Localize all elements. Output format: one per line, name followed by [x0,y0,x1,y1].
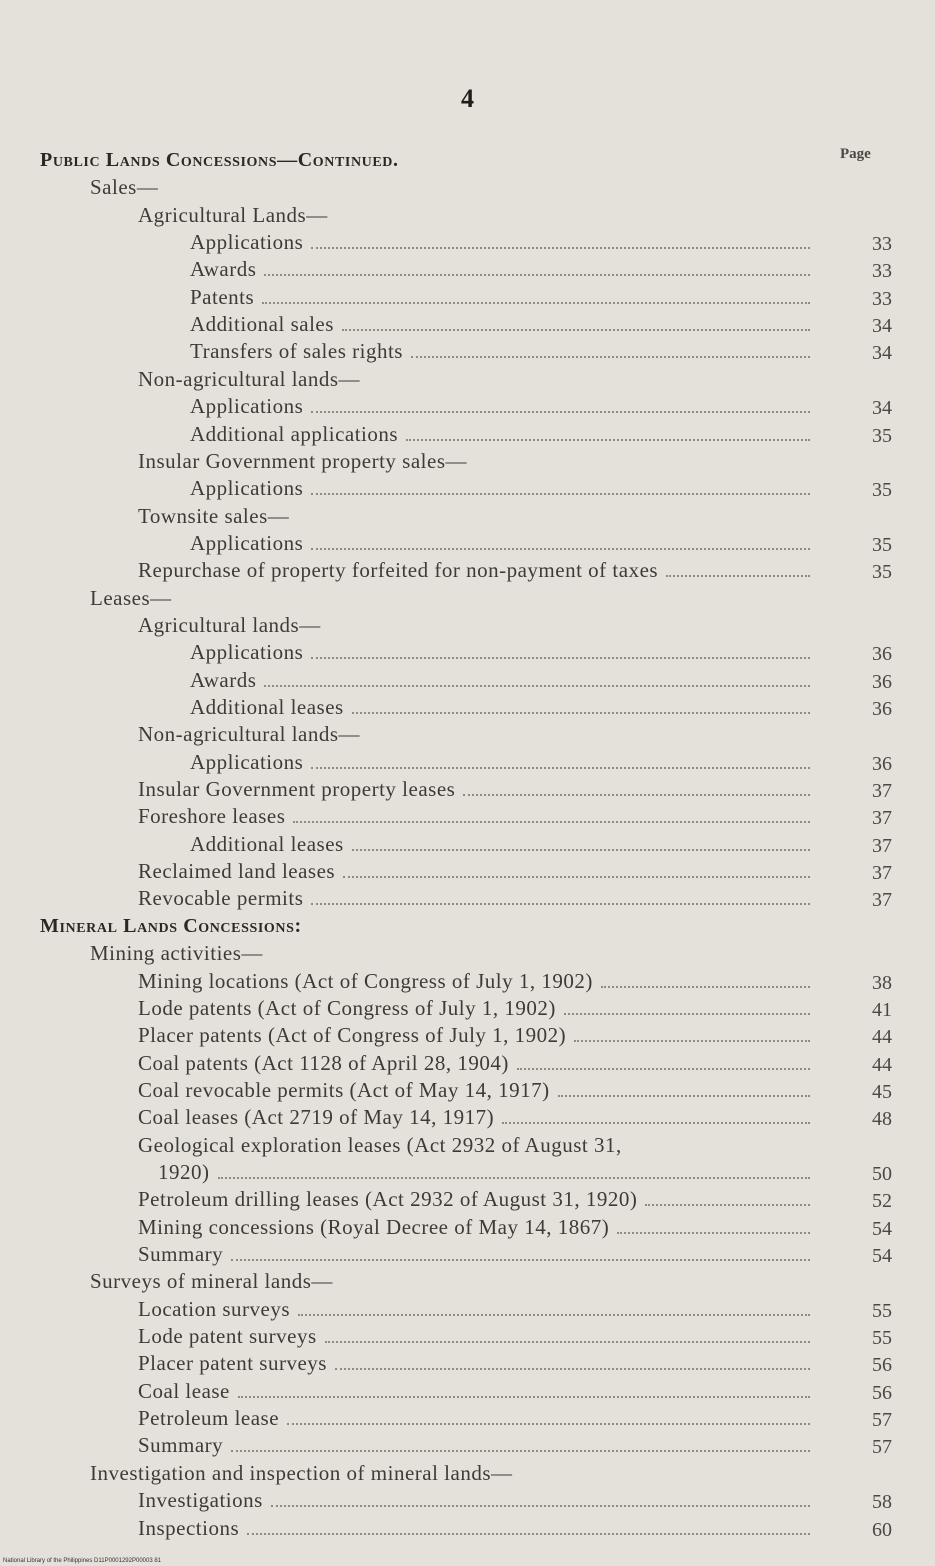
toc-entry [190,831,892,857]
dot-leader [298,1314,810,1316]
toc-entry [190,339,892,365]
toc-entry-label: Awards [190,667,257,692]
toc-entry-label: Transfers of sales rights [190,339,403,364]
dot-leader [264,685,810,687]
toc-entry-label: Agricultural lands— [138,612,321,637]
toc-entry [138,1050,892,1076]
dot-leader [463,794,810,796]
toc-entry [138,1133,810,1157]
dot-leader [247,1533,810,1535]
dot-leader [335,1368,810,1370]
toc-entry [90,1269,810,1293]
toc-page-number: 33 [872,233,892,256]
section-heading [40,148,810,172]
dot-leader [502,1122,810,1124]
toc-page-number: 44 [872,1026,892,1049]
toc-page-number: 35 [872,479,892,502]
dot-leader [411,356,810,358]
toc-entry-label: Coal lease [138,1378,230,1403]
dot-leader [574,1040,810,1042]
toc-entry-label: Applications [190,640,304,665]
toc-entry [138,1324,892,1350]
toc-entry [158,1159,892,1185]
toc-entry-label: Lode patent surveys [138,1324,317,1349]
toc-entry-label: Insular Government property sales— [138,448,467,473]
toc-entry [138,968,892,994]
toc-entry [138,1488,892,1514]
toc-page-number: 58 [872,1491,892,1514]
toc-entry-label: Coal revocable permits (Act of May 14, 1917) [138,1077,550,1102]
toc-entry [190,421,892,447]
toc-entry-label: Placer patents (Act of Congress of July 1, 1902) [138,1023,567,1048]
toc-entry-label: Mining locations (Act of Congress of July 1, 1902) [138,968,593,993]
toc-entry [138,1187,892,1213]
footer-watermark: National Library of the Philippines D11P0001292P00003 81 [3,1558,162,1564]
page-number: 4 [461,84,474,113]
toc-entry [138,859,892,885]
dot-leader [311,657,810,659]
toc-page-number: 38 [872,971,892,994]
toc-entry [138,1077,892,1103]
toc-entry [138,886,892,912]
dot-leader [238,1396,810,1398]
toc-entry [90,1461,810,1485]
toc-page-number: 55 [872,1327,892,1350]
toc-entry-label: Townsite sales— [138,503,290,528]
toc-entry-label: Inspections [138,1515,240,1540]
toc-entry-label: 1920) [158,1159,210,1184]
dot-leader [343,876,810,878]
toc-entry [138,1351,892,1377]
toc-entry [138,1242,892,1267]
section-heading [40,914,810,938]
toc-page-number: 35 [872,533,892,556]
toc-entry-label: Reclaimed land leases [138,859,336,884]
toc-entry [138,1433,892,1459]
toc-page-number: 37 [872,807,892,830]
dot-leader [231,1450,810,1452]
toc-entry-label: Repurchase of property forfeited for non-payment of taxes [138,558,659,583]
dot-leader [666,575,810,577]
toc-entry [138,1515,892,1541]
toc-page-number: 36 [872,643,892,666]
toc-entry-label: Coal leases (Act 2719 of May 14, 1917) [138,1105,495,1130]
toc-entry-label: Coal patents (Act 1128 of April 28, 1904) [138,1050,509,1075]
dot-leader [311,411,810,413]
toc-entry [90,175,810,199]
toc-entry [90,941,810,965]
toc-page-number: 35 [872,561,892,584]
toc-entry-label: Petroleum lease [138,1406,280,1431]
toc-entry-label: Additional leases [190,695,344,719]
toc-entry [138,1296,892,1322]
toc-page-number: 37 [872,780,892,803]
dot-leader [311,548,810,550]
dot-leader [325,1341,810,1343]
dot-leader [311,247,810,249]
dot-leader [645,1204,810,1206]
dot-leader [218,1177,811,1179]
toc-page-number: 36 [872,698,892,720]
toc-entry [138,203,810,227]
toc-entry [138,558,892,584]
toc-page-number: 33 [872,260,892,283]
dot-leader [311,493,810,495]
toc-entry-label: Surveys of mineral lands— [90,1269,333,1294]
dot-leader [231,1259,810,1261]
toc-page-number: 55 [872,1299,892,1322]
toc-entry [90,586,810,610]
toc-page-number: 50 [872,1162,892,1185]
toc-entry [138,804,892,830]
toc-entry [190,749,892,775]
toc-entry [190,394,892,420]
toc-entry-label: Summary [138,1242,224,1266]
toc-page-number: 41 [872,998,892,1021]
toc-entry-label: Applications [190,476,304,501]
toc-page-number: 37 [872,862,892,885]
toc-entry-label: Investigations [138,1488,263,1513]
toc-entry [138,1023,892,1049]
toc-entry-label: Mining concessions (Royal Decree of May 14, 1867) [138,1214,610,1239]
toc-entry [190,284,892,310]
toc-page-number: 34 [872,315,892,338]
toc-entry-label: Non-agricultural lands— [138,366,361,391]
toc-entry-label: Non-agricultural lands— [138,722,361,747]
toc-entry-label: Patents [190,284,255,309]
toc-page-number: 44 [872,1053,892,1076]
dot-leader [293,821,810,823]
toc-entry [138,449,810,473]
toc-entry [138,367,810,391]
toc-page-number: 33 [872,287,892,310]
toc-page-number: 56 [872,1354,892,1377]
toc-page-number: 60 [872,1518,892,1541]
toc-page-number: 54 [872,1245,892,1267]
toc-entry [138,1406,892,1432]
toc-page-number: 57 [872,1409,892,1432]
toc-page-number: 56 [872,1381,892,1404]
toc-entry [190,640,892,666]
toc-entry [138,1378,892,1404]
dot-leader [342,329,810,331]
toc-entry [190,476,892,502]
dot-leader [564,1013,810,1015]
toc-entry-label: Sales— [90,175,159,200]
toc-entry [190,667,892,693]
toc-entry-label: Agricultural Lands— [138,202,328,227]
toc-entry-label: Location surveys [138,1296,291,1321]
dot-leader [311,903,810,905]
toc-entry [138,613,810,637]
dot-leader [264,274,810,276]
toc-entry [190,312,892,338]
dot-leader [271,1505,810,1507]
toc-entry-label: Lode patents (Act of Congress of July 1, 1902) [138,995,556,1020]
toc-page-number: 36 [872,752,892,775]
dot-leader [262,302,810,304]
toc-page-number: 52 [872,1190,892,1213]
dot-leader [406,439,810,441]
toc-entry-label: Investigation and inspection of mineral lands— [90,1460,513,1485]
toc-entry [138,504,810,528]
toc-entry-label: Applications [190,230,304,255]
toc-entry-label: Revocable permits [138,886,304,911]
toc-entry-label: Mining activities— [90,941,263,966]
toc-page-number: 48 [872,1108,892,1131]
toc-entry-label: Petroleum drilling leases (Act 2932 of August 31, 1920) [138,1187,638,1212]
toc-entry [190,695,892,720]
toc-entry [190,257,892,283]
toc-page-number: 34 [872,397,892,420]
toc-entry-label: Applications [190,749,304,774]
toc-page-number: 35 [872,424,892,447]
dot-leader [352,712,810,714]
toc-page-number: 37 [872,889,892,912]
toc-entry [138,1214,892,1240]
dot-leader [517,1068,810,1070]
toc-page-number: 45 [872,1080,892,1103]
toc-entry [190,530,892,556]
toc-entry [138,777,892,803]
toc-entry-label: Geological exploration leases (Act 2932 of August 31, [138,1132,622,1157]
dot-leader [311,767,810,769]
toc-entry [138,722,810,746]
dot-leader [558,1095,810,1097]
toc-entry-label: Foreshore leases [138,804,286,829]
dot-leader [601,986,810,988]
toc-entry-label: Applications [190,394,304,419]
toc-entry [138,995,892,1021]
toc-entry-label: Awards [190,257,257,282]
toc-entry-label: Placer patent surveys [138,1351,327,1376]
toc-entry-label: Additional leases [190,831,344,856]
toc-entry-label: Insular Government property leases [138,777,456,802]
toc-page-number: 37 [872,834,892,857]
dot-leader [287,1423,810,1425]
toc-entry-label: Applications [190,530,304,555]
toc-page-number: 34 [872,342,892,365]
toc-entry [138,1105,892,1131]
toc-entry-label: Summary [138,1433,224,1458]
toc-page-number: 36 [872,670,892,693]
toc-page-number: 57 [872,1436,892,1459]
toc-entry-label: Additional sales [190,312,334,337]
dot-leader [352,849,810,851]
toc-entry-label: Leases— [90,585,172,610]
dot-leader [617,1232,810,1234]
toc-entry-label: Mineral Lands Concessions: [40,914,302,937]
toc-entry [190,230,892,256]
page-column-heading: Page [840,146,871,162]
toc-page-number: 54 [872,1217,892,1240]
toc-entry-label: Public Lands Concessions—Continued. [40,149,399,171]
toc-entry-label: Additional applications [190,421,399,446]
